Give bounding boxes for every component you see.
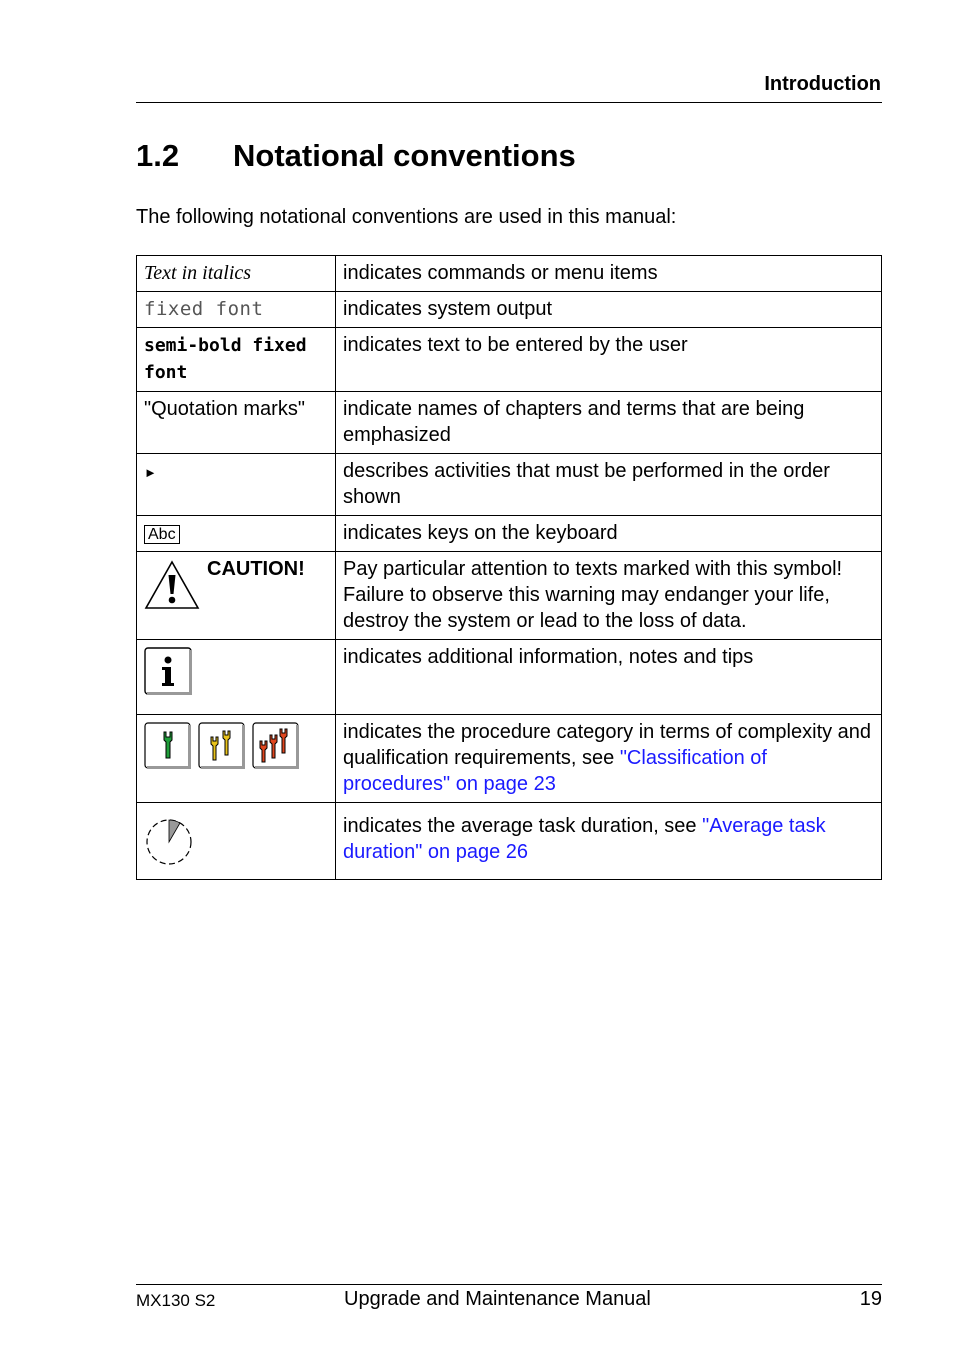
table-row — [137, 328, 882, 392]
section-number: 1.2 — [136, 138, 180, 173]
section-heading — [136, 138, 576, 174]
description-cell — [336, 803, 882, 880]
arrow-icon: ► — [144, 465, 157, 480]
description-cell: indicates additional information, notes and tips — [336, 640, 882, 715]
footer-product: MX130 S2 — [136, 1291, 216, 1310]
wrench-green-icon — [144, 722, 192, 770]
table-row — [137, 392, 882, 454]
table-row — [137, 292, 882, 328]
running-header: Introduction — [764, 73, 881, 95]
description-cell: indicate names of chapters and terms that are being emphasized — [336, 392, 882, 454]
table-row — [137, 715, 882, 803]
symbol-cell — [137, 454, 336, 516]
description-cell: indicates commands or menu items — [336, 256, 882, 292]
description-cell: indicates keys on the keyboard — [336, 516, 882, 552]
table-row — [137, 256, 882, 292]
table-row — [137, 454, 882, 516]
description-text: indicates the procedure category in terms of complexity and qualification requirements, see — [343, 721, 872, 769]
page-number: 19 — [859, 1288, 882, 1310]
symbol-cell — [137, 516, 336, 552]
conventions-table — [136, 255, 882, 880]
symbol-cell — [137, 803, 336, 880]
description-cell: indicates system output — [336, 292, 882, 328]
description-cell: indicates text to be entered by the user — [336, 328, 882, 392]
symbol-cell — [137, 715, 336, 803]
description-cell — [336, 715, 882, 803]
section-title: Notational conventions — [233, 138, 576, 173]
table-row — [137, 803, 882, 880]
symbol-cell — [137, 256, 336, 292]
symbol-cell — [137, 640, 336, 715]
table-row — [137, 640, 882, 715]
table-row — [137, 552, 882, 640]
italic-sample: Text in italics — [144, 262, 252, 284]
wrench-yellow-icon — [198, 722, 246, 770]
header-rule — [136, 102, 882, 103]
caution-label: CAUTION! — [207, 558, 305, 580]
semi-bold-fixed-sample: semi-bold fixed font — [144, 335, 307, 383]
description-text: indicates the average task duration, see — [343, 815, 703, 837]
info-icon — [144, 647, 194, 697]
description-cell: Pay particular attention to texts marked with this symbol! Failure to observe this warning may endanger your life, destroy the system or lead to the loss of data. — [336, 552, 882, 640]
fixed-font-sample: fixed font — [144, 298, 264, 320]
intro-paragraph: The following notational conventions are used in this manual: — [136, 206, 677, 228]
symbol-cell: "Quotation marks" — [137, 392, 336, 454]
footer-rule — [136, 1284, 882, 1285]
footer-manual-title: Upgrade and Maintenance Manual — [344, 1288, 651, 1310]
wrench-red-icon — [252, 722, 300, 770]
average-duration-link[interactable]: "Average task duration" on page 26 — [343, 815, 826, 863]
clock-icon — [144, 817, 194, 867]
symbol-cell — [137, 328, 336, 392]
symbol-cell — [137, 292, 336, 328]
classification-link[interactable]: "Classification of procedures" on page 23 — [343, 747, 767, 795]
description-cell: describes activities that must be performed in the order shown — [336, 454, 882, 516]
table-row — [137, 516, 882, 552]
symbol-cell — [137, 552, 336, 640]
keycap-icon: Abc — [144, 525, 180, 544]
caution-triangle-icon — [144, 560, 200, 610]
